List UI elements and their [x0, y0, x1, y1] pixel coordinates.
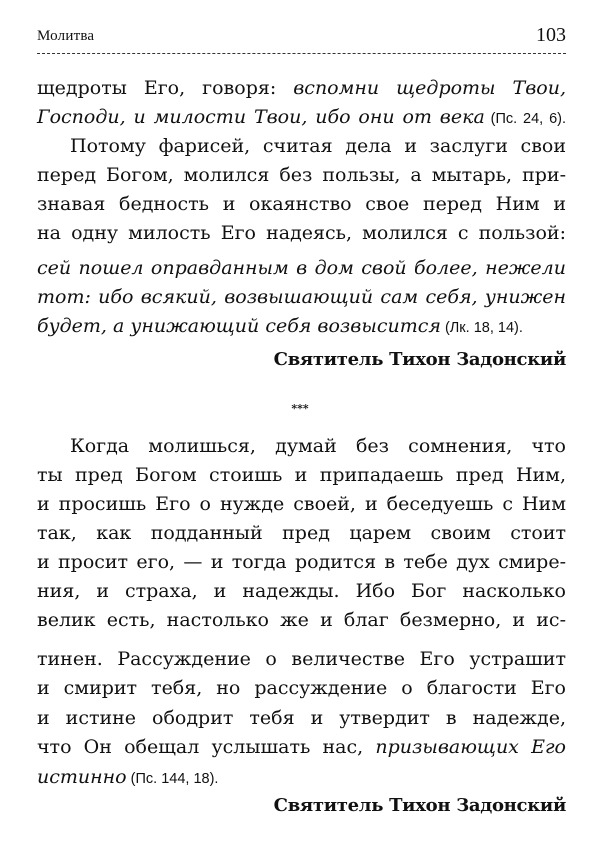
scripture-ref: (Пс. 144, 18).: [126, 771, 219, 787]
section-title: Молитва: [37, 28, 95, 44]
text-line: и истине ободрит тебя и утвердит в надежде,: [37, 707, 566, 729]
text-line: тот: ибо всякий, возвышающий сам себя, унижен: [37, 286, 566, 308]
page-number: 103: [536, 24, 566, 46]
scripture-ref: (Лк. 18, 14).: [440, 320, 523, 336]
text-line: знавая бедность и окаянство свое перед Ним и: [37, 193, 566, 215]
text-line: щедроты Его, говоря: вспомни щедроты Твои,: [37, 77, 566, 99]
text-line: сей пошел оправданным в дом свой более, нежели: [37, 257, 566, 279]
header-rule: [37, 53, 566, 54]
text-line: Господи, и милости Твои, ибо они от века (Пс. 24, 6).: [37, 106, 566, 128]
scripture-ref: (Пс. 24, 6).: [484, 111, 566, 127]
text-line: и просишь Его о нужде своей, и беседуешь с Ним: [37, 493, 566, 515]
text-line: истинно (Пс. 144, 18).: [37, 766, 219, 788]
text-line: велик есть, настолько же и благ безмерно, и ис-: [37, 609, 566, 631]
text-line: так, как подданный пред царем своим стоит: [37, 522, 566, 544]
attribution: Святитель Тихон Задонский: [273, 349, 566, 370]
text-line: ты пред Богом стоишь и припадаешь пред Ним,: [37, 464, 566, 486]
text-line: ния, и страха, и надежды. Ибо Бог насколько: [37, 580, 566, 602]
text-line: будет, а унижающий себя возвысится (Лк. 18, 14).: [37, 315, 523, 337]
text-line: что Он обещал услышать нас, призывающих Его: [37, 736, 566, 758]
text-line: тинен. Рассуждение о величестве Его устрашит: [37, 648, 566, 670]
text-line: на одну милость Его надеясь, молился с пользой:: [37, 222, 566, 244]
section-separator: ***: [291, 402, 309, 415]
text-line: перед Богом, молился без пользы, а мытарь, при-: [37, 164, 566, 186]
attribution: Святитель Тихон Задонский: [273, 795, 566, 816]
text-line: Потому фарисей, считая дела и заслуги свои: [70, 135, 566, 157]
text-line: и смирит тебя, но рассуждение о благости Его: [37, 677, 566, 699]
text-line: Когда молишься, думай без сомнения, что: [70, 435, 566, 457]
running-head: [37, 26, 566, 48]
text-line: и просит его, — и тогда родится в тебе дух смире-: [37, 551, 566, 573]
